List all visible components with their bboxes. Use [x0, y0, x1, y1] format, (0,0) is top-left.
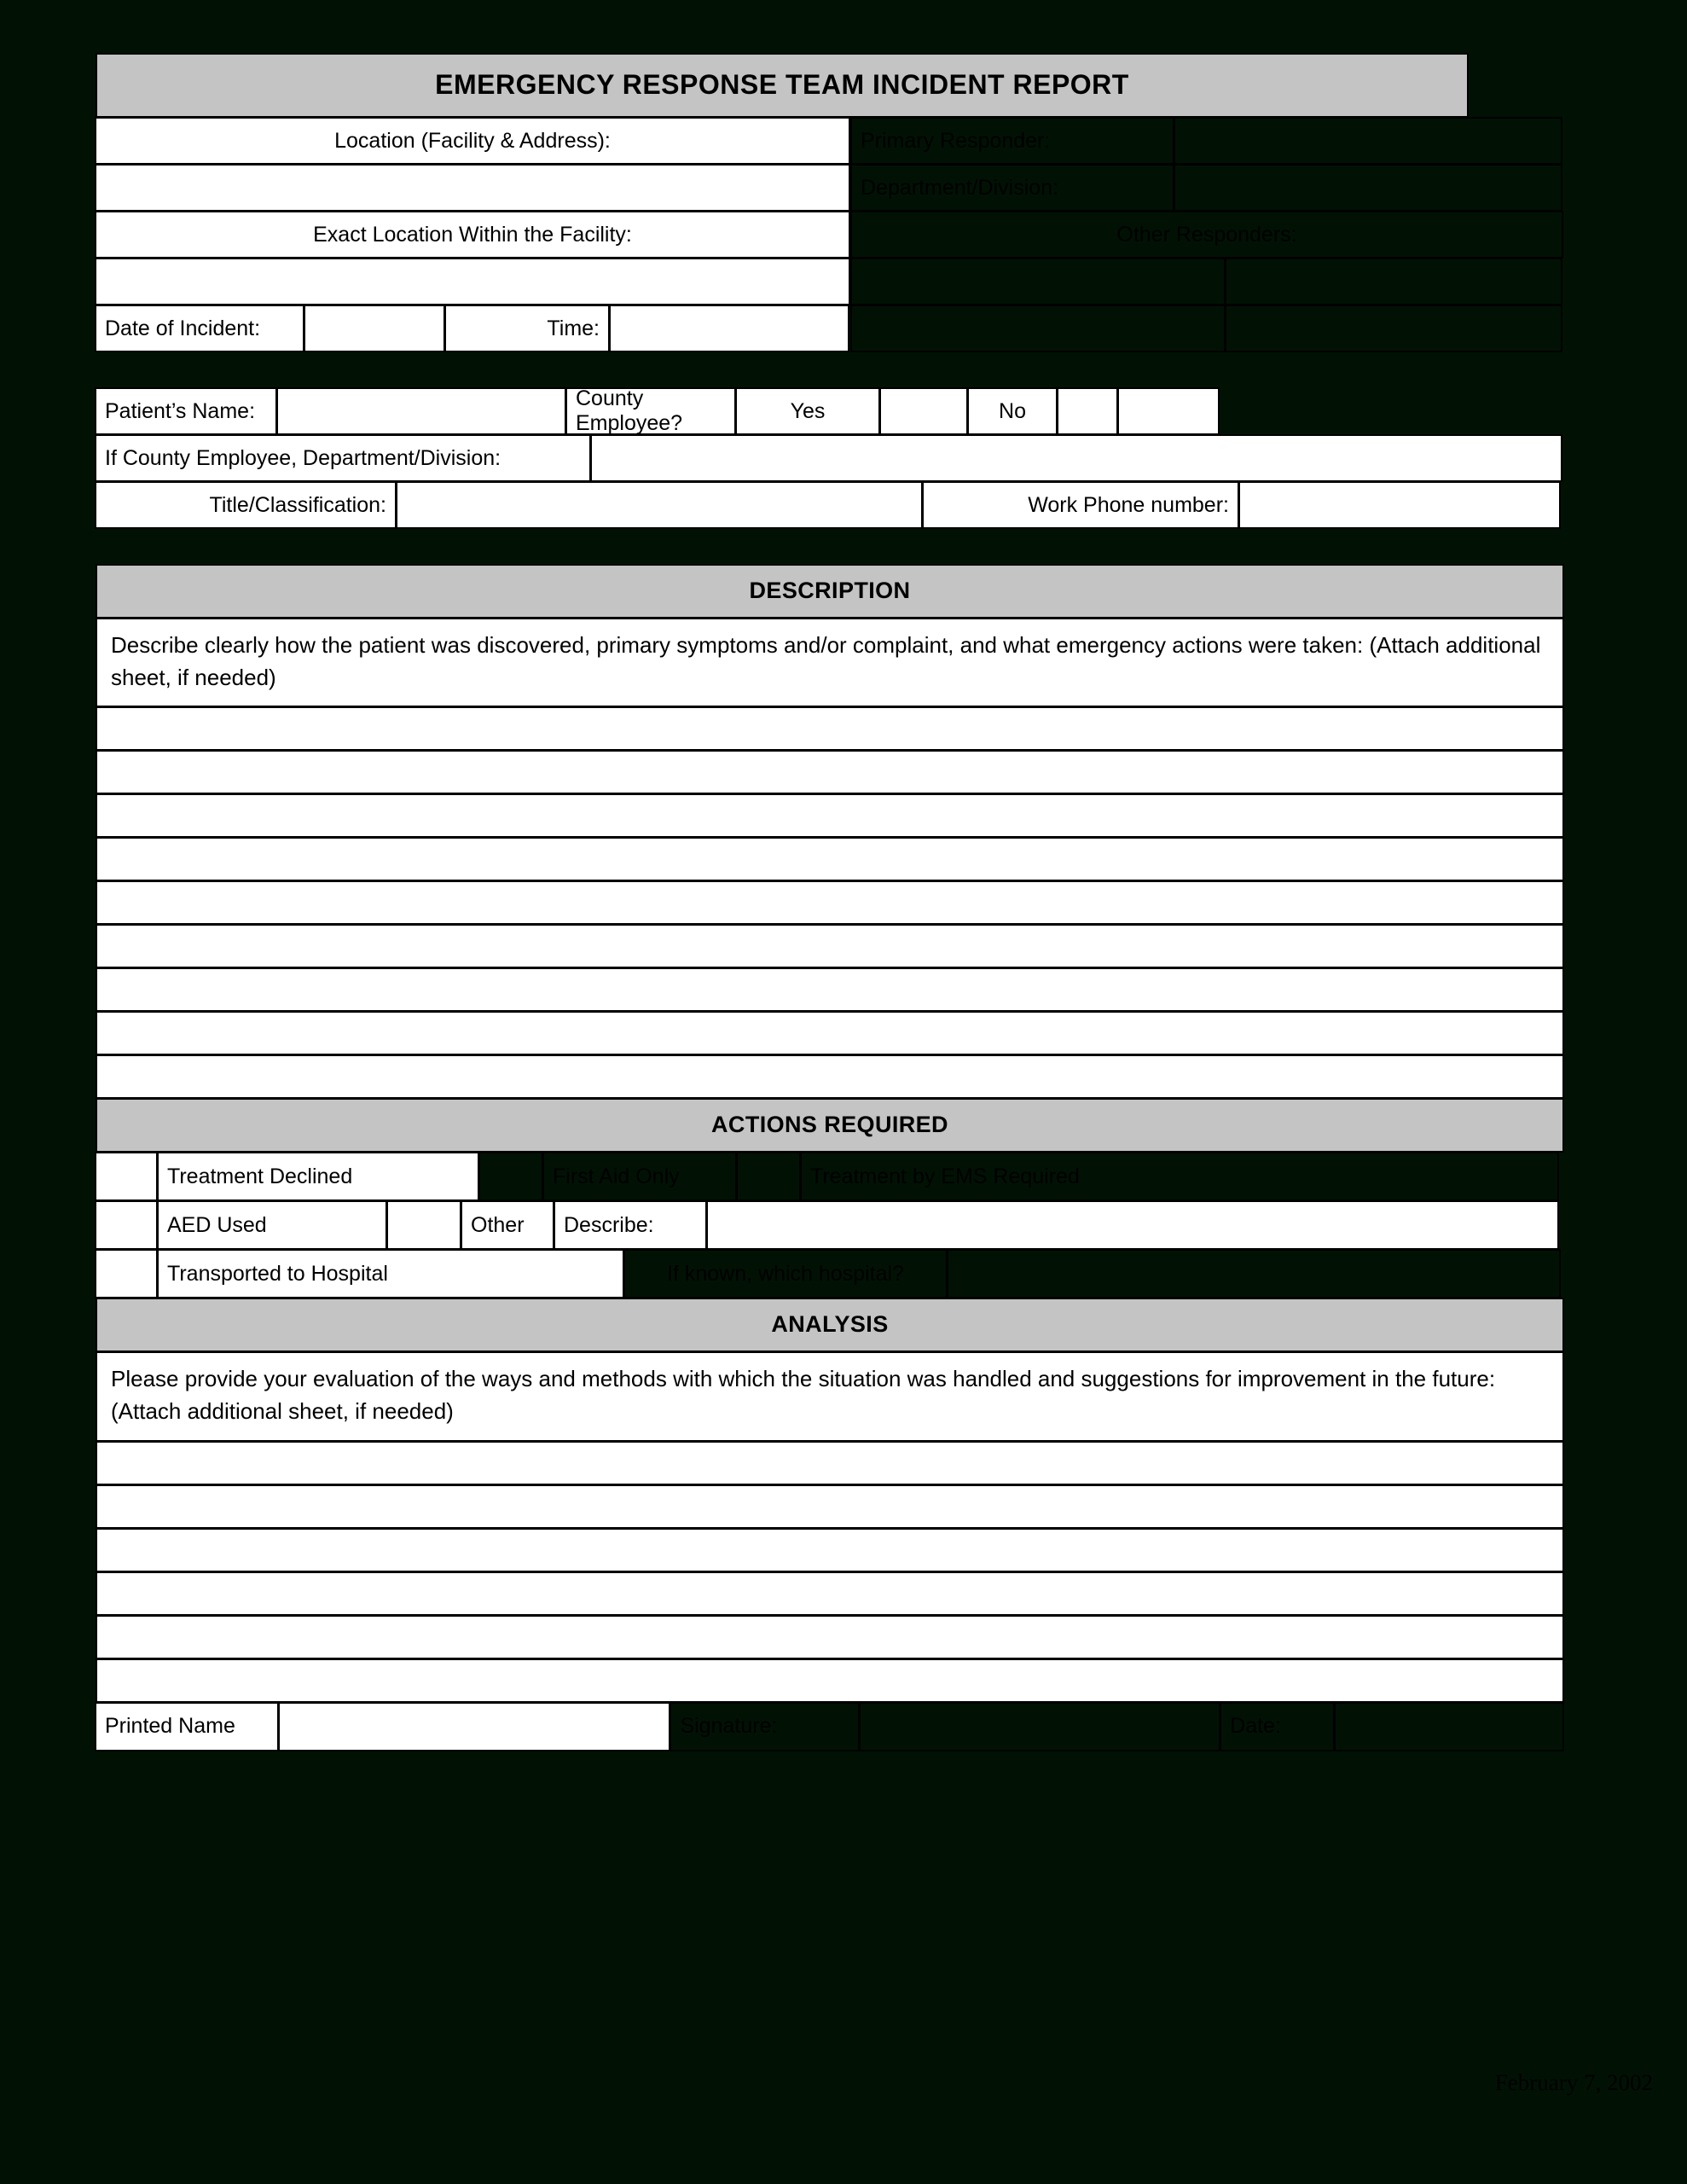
title-classification-input[interactable] [396, 481, 923, 529]
signature-input[interactable] [859, 1702, 1220, 1751]
other-responder-input-1b[interactable] [1225, 258, 1562, 305]
other-responders-label: Other Responders: [850, 211, 1563, 258]
write-line[interactable] [96, 1615, 1564, 1659]
write-line[interactable] [96, 880, 1564, 925]
write-line[interactable] [96, 924, 1564, 968]
analysis-write-area [96, 1441, 1564, 1703]
write-line[interactable] [96, 1658, 1564, 1703]
description-write-area [96, 706, 1564, 1099]
patient-name-label: Patient’s Name: [95, 387, 277, 435]
if-county-employee-label: If County Employee, Department/Division: [95, 434, 591, 482]
aed-used-checkbox[interactable] [95, 1200, 158, 1250]
responders-column [851, 118, 1564, 352]
aed-used-label: AED Used [157, 1200, 387, 1250]
write-line[interactable] [96, 793, 1564, 838]
actions-row-2 [96, 1201, 1564, 1250]
first-aid-only-label: First Aid Only [542, 1152, 737, 1201]
actions-row-3 [96, 1250, 1564, 1298]
incident-report-form [96, 53, 1564, 1751]
write-line[interactable] [96, 1441, 1564, 1485]
other-describe-input[interactable] [706, 1200, 1559, 1250]
which-hospital-input[interactable] [947, 1249, 1561, 1298]
work-phone-input[interactable] [1238, 481, 1561, 529]
page-title: EMERGENCY RESPONSE TEAM INCIDENT REPORT [96, 53, 1469, 118]
patient-name-input[interactable] [276, 387, 566, 435]
location-input[interactable] [95, 164, 850, 212]
document-revision-date: February 7, 2002 [1494, 2070, 1653, 2095]
printed-name-input[interactable] [278, 1702, 670, 1751]
actions-row-1 [96, 1153, 1564, 1201]
exact-location-label-row [96, 212, 851, 258]
county-employee-no-checkbox[interactable] [1057, 387, 1118, 435]
analysis-section-header: ANALYSIS [96, 1298, 1564, 1352]
write-line[interactable] [96, 837, 1564, 881]
title-classification-row [96, 482, 1564, 529]
if-county-employee-row [96, 435, 1564, 482]
other-label: Other [461, 1200, 554, 1250]
analysis-instructions: Please provide your evaluation of the ways and methods with which the situation was handled and suggestions for improvement in the future: (Attach additional sheet, if needed) [96, 1351, 1564, 1441]
ems-required-label: Treatment by EMS Required [800, 1152, 1559, 1201]
primary-responder-input[interactable] [1174, 117, 1562, 165]
patient-block [96, 388, 1564, 529]
title-classification-label: Title/Classification: [95, 481, 397, 529]
other-describe-label: Describe: [554, 1200, 707, 1250]
responder-department-input[interactable] [1174, 164, 1562, 212]
write-line[interactable] [96, 1484, 1564, 1529]
first-aid-only-checkbox[interactable] [478, 1152, 543, 1201]
patient-name-row [96, 388, 1564, 435]
treatment-declined-label: Treatment Declined [157, 1152, 479, 1201]
county-employee-yes-checkbox[interactable] [879, 387, 968, 435]
time-label: Time: [444, 305, 610, 352]
ems-required-checkbox[interactable] [736, 1152, 801, 1201]
location-label-row [96, 118, 851, 165]
date-of-incident-label: Date of Incident: [95, 305, 304, 352]
county-employee-yes-label: Yes [735, 387, 880, 435]
exact-location-input[interactable] [95, 258, 850, 305]
county-employee-extra-box[interactable] [1117, 387, 1220, 435]
spacer-before-description [96, 529, 1564, 565]
signature-date-input[interactable] [1334, 1702, 1564, 1751]
write-line[interactable] [96, 1528, 1564, 1572]
write-line[interactable] [96, 1571, 1564, 1616]
exact-location-label: Exact Location Within the Facility: [95, 211, 850, 258]
other-responder-input-2b[interactable] [1225, 305, 1562, 352]
signature-row [96, 1703, 1564, 1751]
description-instructions: Describe clearly how the patient was discovered, primary symptoms and/or complaint, and what emergency actions were taken: (Attach additional sheet, if needed) [96, 618, 1564, 707]
write-line[interactable] [96, 1011, 1564, 1055]
responder-department-label: Department/Division: [850, 164, 1174, 212]
location-label: Location (Facility & Address): [95, 117, 850, 165]
printed-name-label: Printed Name [95, 1702, 279, 1751]
work-phone-label: Work Phone number: [922, 481, 1239, 529]
transported-to-hospital-label: Transported to Hospital [157, 1249, 624, 1298]
location-value-row [96, 165, 851, 212]
if-county-employee-input[interactable] [590, 434, 1562, 482]
date-of-incident-input[interactable] [304, 305, 445, 352]
date-time-row [96, 305, 851, 352]
transported-to-hospital-checkbox[interactable] [95, 1249, 158, 1298]
primary-responder-row [851, 118, 1564, 165]
location-column [96, 118, 851, 352]
other-responders-row-2 [851, 305, 1564, 352]
signature-label: Signature: [670, 1702, 859, 1751]
other-responder-input-2a[interactable] [850, 305, 1226, 352]
write-line[interactable] [96, 706, 1564, 751]
department-division-row [851, 165, 1564, 212]
other-responders-row-1 [851, 258, 1564, 305]
county-employee-no-label: No [967, 387, 1058, 435]
write-line[interactable] [96, 1054, 1564, 1099]
which-hospital-label: If known, which hospital? [623, 1249, 948, 1298]
other-responders-label-row [851, 212, 1564, 258]
signature-date-label: Date: [1220, 1702, 1335, 1751]
spacer-after-header [96, 352, 1564, 388]
county-employee-label: County Employee? [565, 387, 736, 435]
treatment-declined-checkbox[interactable] [95, 1152, 158, 1201]
incident-header-block [96, 118, 1564, 352]
other-checkbox[interactable] [386, 1200, 461, 1250]
write-line[interactable] [96, 750, 1564, 794]
description-section-header: DESCRIPTION [96, 564, 1564, 619]
exact-location-value-row [96, 258, 851, 305]
actions-required-section-header: ACTIONS REQUIRED [96, 1098, 1564, 1153]
write-line[interactable] [96, 967, 1564, 1012]
primary-responder-label: Primary Responder: [850, 117, 1174, 165]
other-responder-input-1a[interactable] [850, 258, 1226, 305]
time-input[interactable] [609, 305, 849, 352]
